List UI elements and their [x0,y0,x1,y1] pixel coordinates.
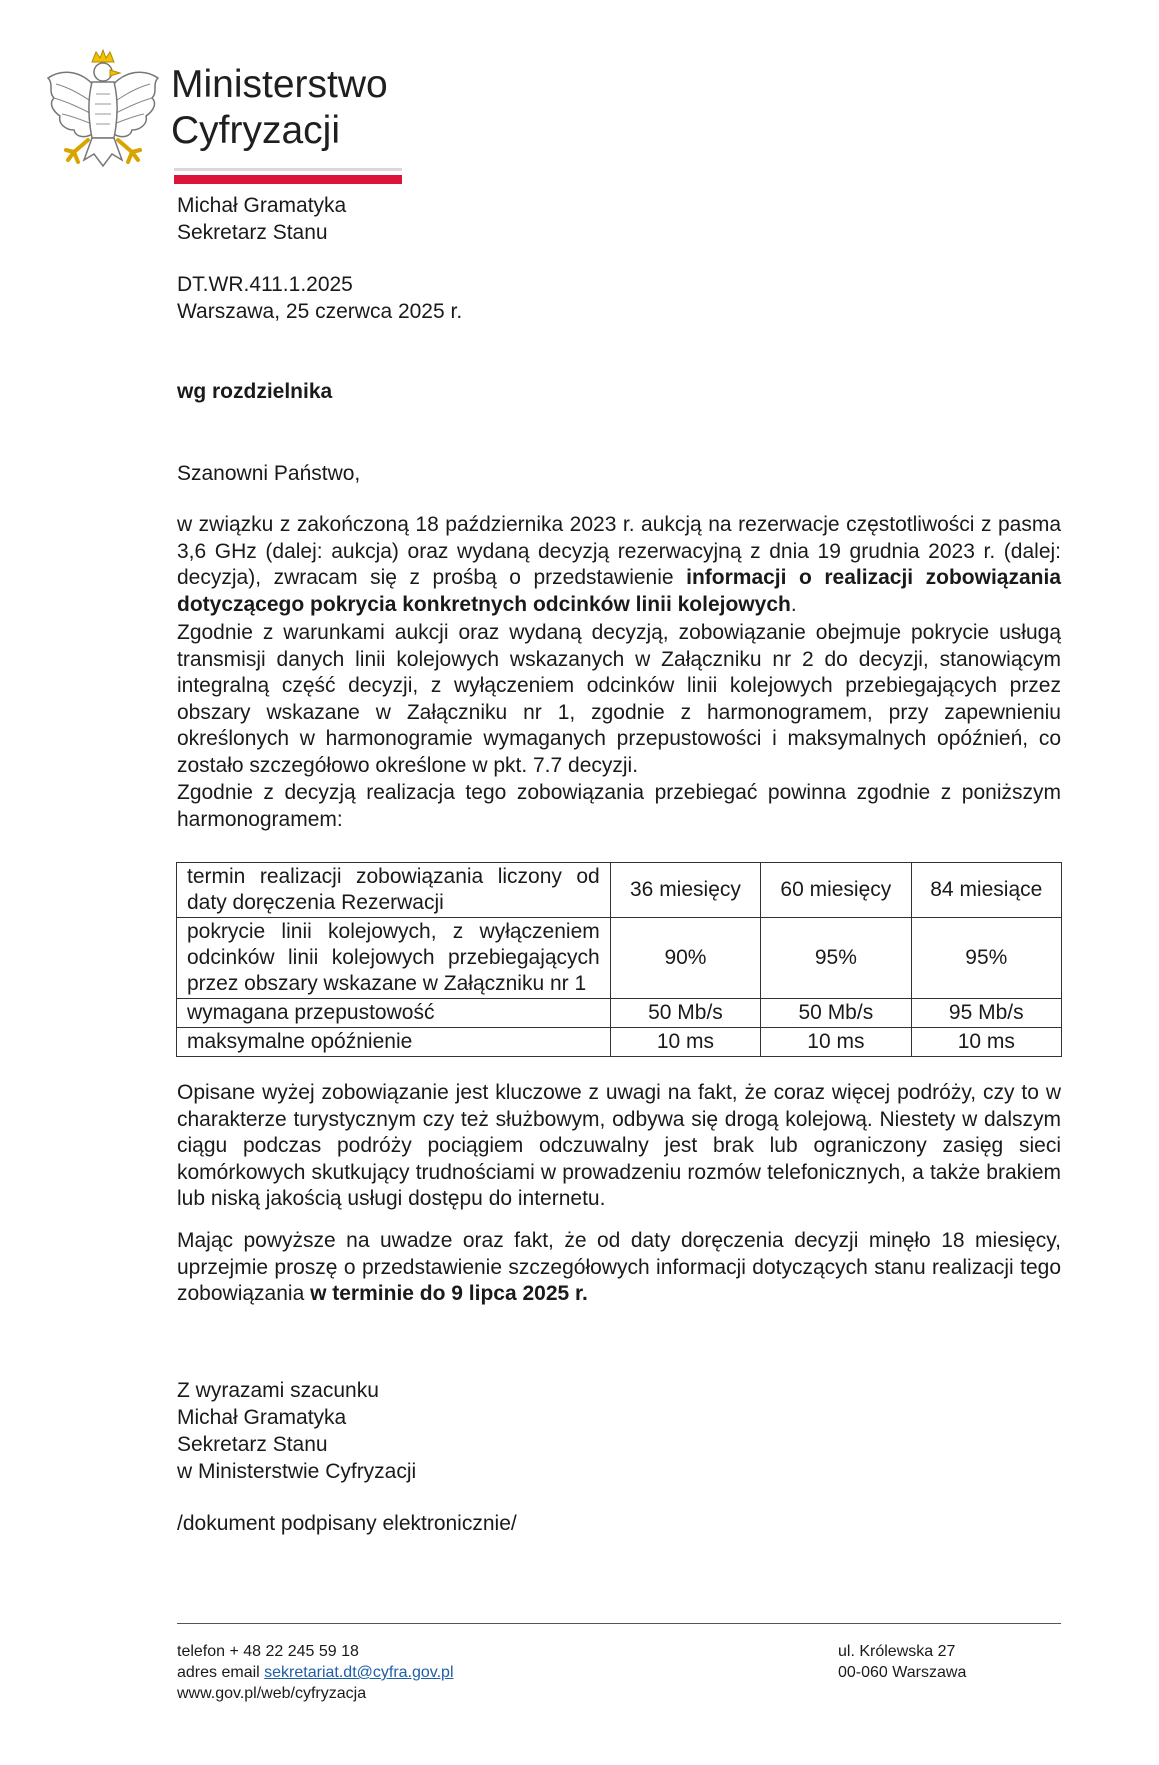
sender-block [177,192,346,246]
paragraph-4-text: Opisane wyżej zobowiązanie jest kluczowe z uwagi na fakt, że coraz więcej podróży, czy to w charakterze turystycznym czy też służbowym, odbywa się drogą kolejową. Niestety w dalszym ciągu podczas podróży pociągiem odczuwalny jest brak lub ograniczony zasięg sieci komórkowych skutkujący trudnościami w prowadzeniu rozmów telefonicznych, a także brakiem lub niską jakością usługi dostępu do internetu. [177,1081,1061,1211]
table-row [177,1028,1062,1057]
reference-number: DT.WR.411.1.2025 [177,273,353,296]
paragraph-1 [177,512,1061,618]
table-cell: 10 ms [911,1028,1061,1057]
paragraph-1-bold: informacji o realizacji zobowiązania dotyczącego pokrycia konkretnych odcinków linii kolejowych [177,566,1061,616]
footer-email-link[interactable]: sekretariat.dt@cyfra.gov.pl [264,1664,454,1681]
schedule-table [176,862,1062,1057]
sender-title: Sekretarz Stanu [177,221,328,244]
paragraph-3 [177,780,1061,833]
paragraph-1-text: w związku z zakończoną 18 października 2023 r. aukcją na rezerwacje częstotliwości z pasma 3,6 GHz (dalej: aukcja) oraz wydaną decyzją rezerwacyjną z dnia 19 grudnia 2023 r. (dalej: decyzja), zwracam się z prośbą o przedstawienie [177,513,1061,590]
ministry-name-line2: Cyfryzacji [171,109,341,152]
footer-contact [177,1641,454,1704]
closing-office: w Ministerstwie Cyfryzacji [177,1460,417,1483]
table-cell: 84 miesiące [911,863,1061,918]
addressee: wg rozdzielnika [177,380,333,403]
paragraph-1-end: . [790,592,797,616]
table-row [177,863,1062,918]
polish-eagle-emblem-icon [40,48,166,186]
table-cell: 36 miesięcy [610,863,760,918]
table-cell-label: wymagana przepustowość [177,999,611,1028]
footer-address [838,1641,966,1683]
footer-divider [177,1623,1061,1624]
table-cell: 60 miesięcy [761,863,911,918]
table-cell: 95% [911,918,1061,999]
closing-block [177,1377,416,1485]
flag-red-stripe [174,175,402,184]
closing-salutation: Z wyrazami szacunku [177,1379,379,1402]
paragraph-3-text: Zgodnie z decyzją realizacja tego zobowiązania przebiegać powinna zgodnie z poniższym harmonogramem: [177,781,1061,831]
greeting: Szanowni Państwo, [177,462,361,485]
table-cell-label: termin realizacji zobowiązania liczony od daty doręczenia Rezerwacji [177,863,611,918]
footer-email-label: adres email [177,1664,265,1681]
table-cell: 10 ms [761,1028,911,1057]
table-cell: 10 ms [610,1028,760,1057]
signature-note: /dokument podpisany elektronicznie/ [177,1512,517,1535]
footer-street: ul. Królewska 27 [838,1643,956,1660]
footer-city: 00-060 Warszawa [838,1664,967,1681]
paragraph-4 [177,1080,1061,1213]
table-cell: 90% [610,918,760,999]
table-cell: 95 Mb/s [911,999,1061,1028]
flag-white-stripe [174,168,402,171]
closing-name: Michał Gramatyka [177,1406,347,1429]
footer-website: www.gov.pl/web/cyfryzacja [177,1685,367,1702]
table-row [177,918,1062,999]
sender-name: Michał Gramatyka [177,194,347,217]
table-row [177,999,1062,1028]
reference-block [177,271,462,325]
table-cell-label: pokrycie linii kolejowych, z wyłączeniem odcinków linii kolejowych przebiegających przez obszary wskazane w Załączniku nr 1 [177,918,611,999]
ministry-name [171,62,388,154]
table-cell-label: maksymalne opóźnienie [177,1028,611,1057]
footer-email-line [177,1662,454,1683]
table-cell: 50 Mb/s [761,999,911,1028]
footer-phone: telefon + 48 22 245 59 18 [177,1643,359,1660]
paragraph-2 [177,620,1061,780]
place-date: Warszawa, 25 czerwca 2025 r. [177,300,463,323]
table-cell: 95% [761,918,911,999]
closing-title: Sekretarz Stanu [177,1433,328,1456]
ministry-name-line1: Ministerstwo [171,63,388,106]
deadline-text: w terminie do 9 lipca 2025 r. [310,1282,588,1306]
paragraph-5-text: Mając powyższe na uwadze oraz fakt, że od daty doręczenia decyzji minęło 18 miesięcy, uprzejmie proszę o przedstawienie szczegółowych informacji dotyczących stanu realizacji tego zobowiązania [177,1229,1061,1306]
table-cell: 50 Mb/s [610,999,760,1028]
paragraph-2-text: Zgodnie z warunkami aukcji oraz wydaną decyzją, zobowiązanie obejmuje pokrycie usługą transmisji danych linii kolejowych wskazanych w Załączniku nr 2 do decyzji, stanowiącym integralną część decyzji, z wyłączeniem odcinków linii kolejowych przebiegających przez obszary wskazane w Załączniku nr 1, zgodnie z harmonogramem, przy zapewnieniu określonych w harmonogramie wymaganych przepustowości i maksymalnych opóźnień, co zostało szczegółowo określone w pkt. 7.7 decyzji. [177,621,1061,777]
paragraph-5 [177,1228,1061,1308]
flag-bar [174,168,402,184]
